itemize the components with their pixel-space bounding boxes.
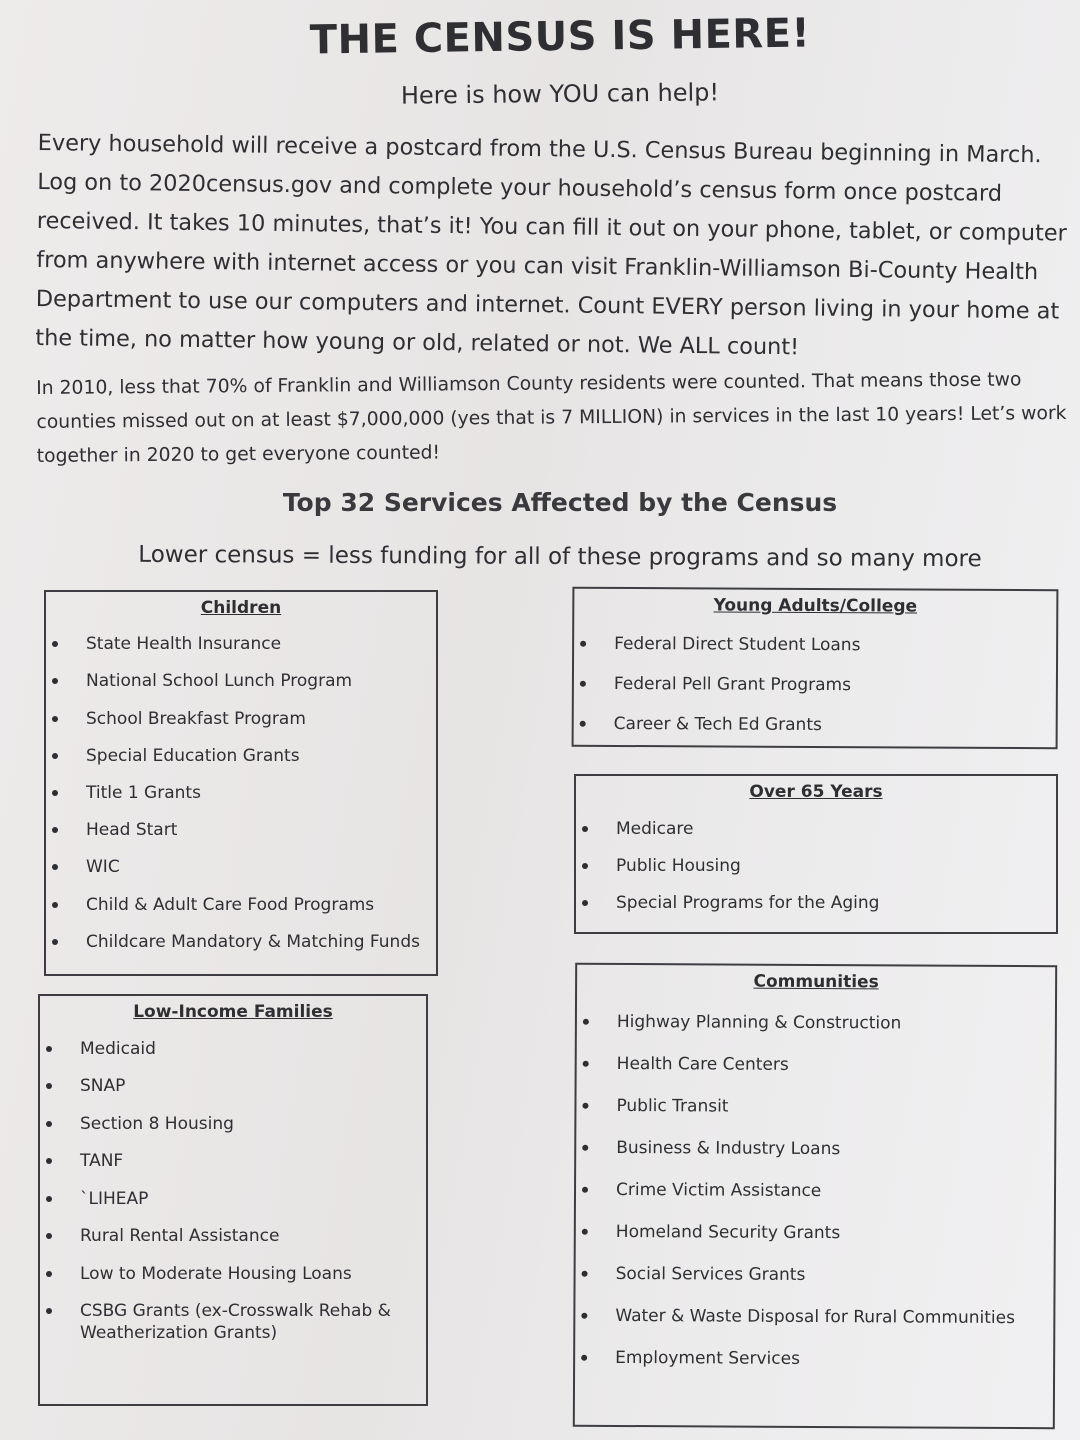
children-list bbox=[46, 633, 436, 953]
bullet-icon bbox=[580, 641, 586, 647]
bullet-icon bbox=[580, 681, 586, 687]
bullet-icon bbox=[583, 1019, 589, 1025]
list-item-label: School Breakfast Program bbox=[86, 708, 306, 729]
bullet-icon bbox=[582, 1145, 588, 1151]
bullet-icon bbox=[52, 790, 58, 796]
list-item-label: Career & Tech Ed Grants bbox=[613, 713, 822, 736]
bullet-icon bbox=[580, 721, 586, 727]
bullet-icon bbox=[52, 641, 58, 647]
list-item bbox=[574, 713, 1056, 738]
bullet-icon bbox=[52, 716, 58, 722]
over-65-list bbox=[576, 818, 1056, 914]
list-item-label: Special Education Grants bbox=[86, 745, 300, 766]
list-item-label: Business & Industry Loans bbox=[616, 1137, 841, 1160]
list-item-label: Federal Pell Grant Programs bbox=[613, 673, 852, 696]
list-item-label: Medicare bbox=[616, 819, 694, 839]
list-item bbox=[40, 1150, 426, 1172]
list-item bbox=[576, 1263, 1054, 1288]
list-item-label: State Health Insurance bbox=[86, 634, 282, 655]
list-item-label: Highway Planning & Construction bbox=[616, 1011, 902, 1034]
bullet-icon bbox=[52, 864, 58, 870]
list-item-label: Title 1 Grants bbox=[86, 782, 201, 803]
list-item bbox=[576, 892, 1056, 914]
list-item bbox=[40, 1038, 426, 1060]
list-item bbox=[576, 1137, 1054, 1162]
list-item-label: Low to Moderate Housing Loans bbox=[80, 1263, 352, 1284]
bullet-icon bbox=[582, 1271, 588, 1277]
list-item-label: Rural Rental Assistance bbox=[80, 1226, 280, 1246]
bullet-icon bbox=[582, 1103, 588, 1109]
list-item-label: WIC bbox=[86, 857, 120, 878]
list-item-label: Social Services Grants bbox=[615, 1263, 806, 1285]
communities-box bbox=[573, 963, 1057, 1430]
list-item-label: Childcare Mandatory & Matching Funds bbox=[86, 931, 420, 952]
list-item-label: TANF bbox=[80, 1151, 124, 1171]
bullet-icon bbox=[46, 1196, 52, 1202]
bullet-icon bbox=[46, 1083, 52, 1089]
list-item-label: Federal Direct Student Loans bbox=[614, 633, 861, 656]
list-item bbox=[574, 633, 1056, 658]
services-heading: Top 32 Services Affected by the Census bbox=[282, 488, 838, 517]
low-income-heading: Low-Income Families bbox=[133, 1002, 333, 1022]
list-item bbox=[577, 1011, 1055, 1036]
intro-paragraph: Every household will receive a postcard from the U.S. Census Bureau beginning in March. Log on to 2020census.gov and complete your household’s census form once postcard received. It takes 10 minutes, that’s it! You can fill it out on your phone, tablet, or computer from anywhere with internet access or you can visit Franklin-Williamson Bi-County Health Department to use our computers and internet. Count EVERY person living in your home at the time, no matter how young or old, related or not. We ALL count! bbox=[35, 129, 1067, 361]
list-item bbox=[46, 708, 436, 730]
bullet-icon bbox=[582, 1229, 588, 1235]
over-65-box bbox=[574, 774, 1058, 934]
list-item-label: Section 8 Housing bbox=[80, 1113, 234, 1134]
list-item-label: Head Start bbox=[86, 820, 178, 841]
list-item-label: National School Lunch Program bbox=[86, 671, 353, 692]
list-item bbox=[46, 894, 436, 916]
list-item bbox=[576, 1179, 1054, 1204]
list-item bbox=[577, 1053, 1055, 1078]
list-item bbox=[46, 782, 436, 804]
communities-list bbox=[575, 1011, 1055, 1371]
bullet-icon bbox=[46, 1121, 52, 1127]
list-item bbox=[46, 819, 436, 841]
list-item bbox=[46, 745, 436, 767]
bullet-icon bbox=[52, 753, 58, 759]
low-income-list bbox=[40, 1038, 426, 1345]
list-item bbox=[40, 1300, 426, 1344]
list-item bbox=[576, 818, 1056, 840]
bullet-icon bbox=[52, 902, 58, 908]
list-item-label: SNAP bbox=[80, 1076, 126, 1096]
page-title: THE CENSUS IS HERE! bbox=[309, 10, 811, 64]
bullet-icon bbox=[46, 1308, 52, 1314]
census-2010-note: In 2010, less that 70% of Franklin and Williamson County residents were counted. That means those two counties missed out on at least $7,000,000 (yes that is 7 MILLION) in services in the last 10 years! Let’s work together in 2020 to get everyone counted! bbox=[36, 369, 1067, 467]
list-item-label: `LIHEAP bbox=[80, 1188, 149, 1209]
list-item-label: CSBG Grants (ex-Crosswalk Rehab & Weatherization Grants) bbox=[80, 1301, 391, 1343]
over-65-heading: Over 65 Years bbox=[749, 782, 883, 802]
young-adults-box bbox=[572, 587, 1059, 750]
bullet-icon bbox=[581, 1355, 587, 1361]
page-subtitle: Here is how YOU can help! bbox=[400, 78, 720, 110]
list-item-label: Homeland Security Grants bbox=[615, 1221, 841, 1244]
bullet-icon bbox=[582, 863, 588, 869]
list-item bbox=[46, 931, 436, 953]
bullet-icon bbox=[52, 678, 58, 684]
list-item bbox=[576, 1221, 1054, 1246]
list-item bbox=[40, 1188, 426, 1210]
list-item bbox=[40, 1075, 426, 1097]
children-heading: Children bbox=[200, 598, 282, 618]
list-item bbox=[46, 856, 436, 878]
list-item-label: Child & Adult Care Food Programs bbox=[86, 894, 375, 915]
list-item bbox=[575, 1305, 1053, 1330]
list-item-label: Health Care Centers bbox=[616, 1053, 789, 1075]
list-item-label: Public Housing bbox=[616, 856, 741, 876]
children-box bbox=[44, 590, 438, 976]
bullet-icon bbox=[46, 1233, 52, 1239]
young-adults-heading: Young Adults/College bbox=[713, 595, 918, 617]
low-income-box bbox=[38, 994, 428, 1406]
services-subheading: Lower census = less funding for all of these programs and so many more bbox=[138, 541, 982, 573]
list-item-label: Crime Victim Assistance bbox=[615, 1179, 822, 1202]
bullet-icon bbox=[581, 1313, 587, 1319]
bullet-icon bbox=[582, 1187, 588, 1193]
bullet-icon bbox=[52, 939, 58, 945]
bullet-icon bbox=[52, 827, 58, 833]
list-item bbox=[40, 1113, 426, 1135]
list-item bbox=[575, 1347, 1053, 1372]
list-item bbox=[574, 673, 1056, 698]
bullet-icon bbox=[46, 1158, 52, 1164]
list-item bbox=[40, 1225, 426, 1247]
list-item-label: Special Programs for the Aging bbox=[616, 893, 880, 913]
list-item-label: Medicaid bbox=[80, 1038, 156, 1059]
bullet-icon bbox=[583, 1061, 589, 1067]
list-item bbox=[46, 670, 436, 692]
list-item bbox=[576, 1095, 1054, 1120]
communities-heading: Communities bbox=[753, 971, 879, 993]
list-item-label: Employment Services bbox=[615, 1347, 801, 1369]
bullet-icon bbox=[46, 1046, 52, 1052]
bullet-icon bbox=[582, 826, 588, 832]
bullet-icon bbox=[582, 900, 588, 906]
bullet-icon bbox=[46, 1271, 52, 1277]
list-item bbox=[576, 855, 1056, 877]
list-item-label: Public Transit bbox=[616, 1095, 729, 1117]
list-item bbox=[40, 1263, 426, 1285]
list-item-label: Water & Waste Disposal for Rural Communities bbox=[615, 1305, 1016, 1329]
young-adults-list bbox=[574, 633, 1057, 738]
list-item bbox=[46, 633, 436, 655]
